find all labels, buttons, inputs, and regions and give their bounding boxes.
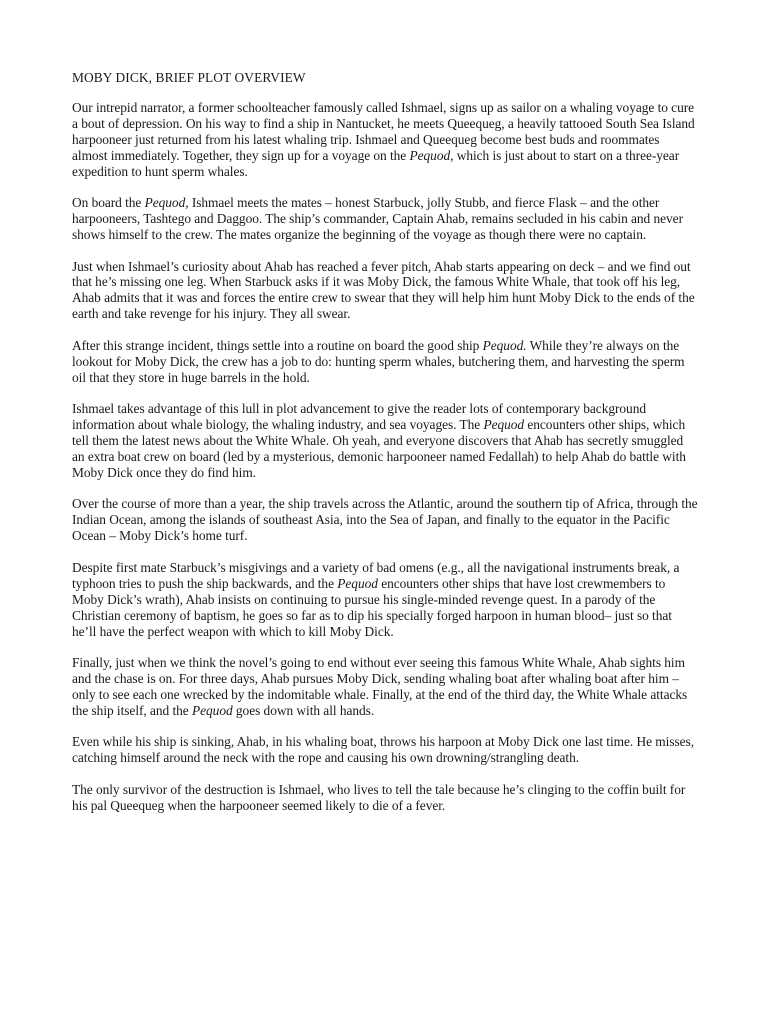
- paragraph-text: Even while his ship is sinking, Ahab, in his whaling boat, throws his harpoon at Moby Dick one last time. He misses, catching himself around the neck with the rope and causing his own drowning/strangling death.: [72, 734, 695, 766]
- paragraph-text: , Ishmael meets the mates – honest Starbuck, jolly Stubb, and fierce Flask – and the other harpooneers, Tashtego and Daggoo. The ship’s commander, Captain Ahab, remains secluded in his cabin and never shows himself to the crew. The mates organize the beginning of the voyage as though there were no captain.: [72, 195, 683, 242]
- paragraph-text: After this strange incident, things settle into a routine on board the good ship: [72, 337, 483, 353]
- italic-ship-name: Pequod: [409, 147, 451, 163]
- paragraph-text: goes down with all hands.: [232, 702, 375, 718]
- document-body: [72, 70, 698, 829]
- paragraph: [72, 338, 698, 386]
- paragraph: [72, 195, 698, 243]
- paragraph: [72, 401, 698, 481]
- paragraph-text: Ishmael takes advantage of this lull in plot advancement to give the reader lots of contemporary background information about whale biology, the whaling industry, and sea voyages. The: [72, 401, 646, 433]
- paragraph-text: Over the course of more than a year, the ship travels across the Atlantic, around the southern tip of Africa, through the Indian Ocean, among the islands of southeast Asia, into the Sea of Japan, and finally to the equator in the Pacific Ocean – Moby Dick’s home turf.: [72, 496, 698, 544]
- paragraph-text: The only survivor of the destruction is Ishmael, who lives to tell the tale because he’s clinging to the coffin built for his pal Queequeg when the harpooneer seemed likely to die of a fever.: [72, 781, 686, 813]
- paragraph-list: [72, 100, 698, 814]
- document-title: MOBY DICK, BRIEF PLOT OVERVIEW: [72, 70, 306, 85]
- paragraph-text: Despite first mate Starbuck’s misgivings and a variety of bad omens (e.g., all the navigational instruments break, a typhoon tries to push the ship backwards, and the: [72, 559, 680, 591]
- italic-ship-name: Pequod: [337, 575, 378, 591]
- italic-ship-name: Pequod: [144, 195, 186, 211]
- paragraph: [72, 560, 698, 640]
- italic-ship-name: Pequod: [483, 417, 525, 433]
- paragraph-text: Finally, just when we think the novel’s going to end without ever seeing this famous White Whale, Ahab sights him and the chase is on. For three days, Ahab pursues Moby Dick, sending whaling boat after whaling boat after him – only to see each one wrecked by the indomitable whale. Finally, at the end of the third day, the White Whale attacks the ship itself, and the: [72, 655, 688, 718]
- paragraph: [72, 782, 698, 814]
- paragraph-text: Just when Ishmael’s curiosity about Ahab has reached a fever pitch, Ahab starts appearing on deck – and we find out that he’s missing one leg. When Starbuck asks if it was Moby Dick, the famous White Whale, that took off his leg, Ahab admits that it was and forces the entire crew to swear that they will help him hunt Moby Dick to the ends of the earth and take revenge for his injury. They all swear.: [72, 258, 695, 322]
- paragraph: [72, 734, 698, 766]
- paragraph-text: While they’re always on the lookout for Moby Dick, the crew has a job to do: hunting sperm whales, butchering them, and harvesting the sperm oil that they store in huge barrels in the hold.: [72, 337, 685, 385]
- italic-ship-name: Pequod.: [482, 337, 527, 353]
- paragraph-text: On board the: [72, 195, 145, 211]
- italic-ship-name: Pequod: [192, 702, 233, 718]
- paragraph-text: , which is just about to start on a three-year expedition to hunt sperm whales.: [72, 147, 680, 179]
- paragraph-text: Our intrepid narrator, a former schoolteacher famously called Ishmael, signs up as sailor on a whaling voyage to cure a bout of depression. On his way to find a ship in Nantucket, he meets Queequeg, a heavily tattooed South Sea Island harpooneer just returned from his latest whaling trip. Ishmael and Queequeg become best buds and roommates almost immediately. Together, they sign up for a voyage on the: [72, 99, 695, 163]
- paragraph: [72, 496, 698, 544]
- paragraph: [72, 100, 698, 180]
- paragraph: [72, 259, 698, 323]
- paragraph: [72, 655, 698, 719]
- paragraph-text: encounters other ships, which tell them the latest news about the White Whale. Oh yeah, and everyone discovers that Ahab has secretly smuggled an extra boat crew on board (led by a mysterious, demonic harpooneer named Fedallah) to help Ahab do battle with Moby Dick once they do find him.: [72, 417, 686, 480]
- paragraph-text: encounters other ships that have lost crewmembers to Moby Dick’s wrath), Ahab insists on continuing to pursue his single-minded revenge quest. In a parody of the Christian ceremony of baptism, he goes so far as to dip his specially forged harpoon in human blood– just so that he’ll have the perfect weapon with which to kill Moby Dick.: [72, 575, 672, 639]
